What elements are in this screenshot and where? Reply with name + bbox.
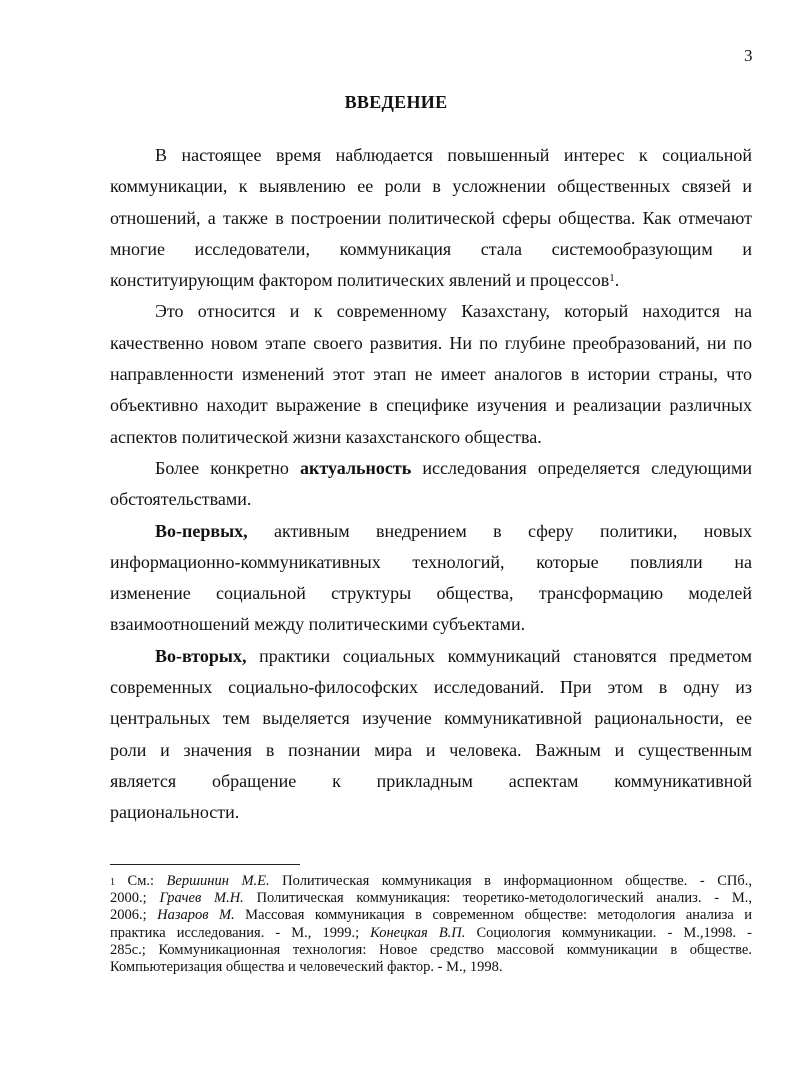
text-line (110, 797, 752, 828)
text-run: коммуникации, к выявлению ее роли в усложнении общественных связей и (110, 176, 752, 197)
footnote-line (110, 890, 752, 907)
bold-term: Во-вторых, (155, 645, 247, 666)
text-run: объективно находит выражение в специфике изучения и реализации различных (110, 395, 752, 416)
text-run: исследования определяется следующими (411, 457, 752, 478)
footnote-separator (110, 864, 300, 865)
footnote-marker: 1 (110, 877, 115, 888)
footnote-line (110, 907, 752, 924)
text-line (110, 265, 752, 296)
text-line (110, 703, 752, 734)
text-line (110, 359, 752, 390)
text-run: Социология коммуникации. - М.,1998. - (465, 924, 752, 941)
text-line (110, 203, 752, 234)
text-line (110, 422, 752, 453)
text-line (110, 484, 752, 515)
text-run: практика исследования. - М., 1999.; (110, 924, 371, 941)
text-run: информационно-коммуникативных технологий, которые повлияли на (110, 551, 752, 572)
author-name: Грачев М.Н. (159, 890, 244, 907)
text-line (110, 328, 752, 359)
text-run: 2006.; (110, 907, 158, 924)
text-run: аспектов политической жизни казахстанского общества. (110, 426, 542, 447)
text-run: Политическая коммуникация: теоретико-методологический анализ. - М., (243, 890, 752, 907)
footnote-line (110, 925, 752, 942)
text-run: многие исследователи, коммуникация стала системообразующим и (110, 238, 752, 259)
text-line (110, 140, 752, 171)
text-run: Это относится и к современному Казахстану, который находится на (155, 301, 752, 322)
text-run: . (614, 270, 620, 291)
text-run: 2000.; (110, 890, 160, 907)
footnote-line (110, 942, 752, 959)
text-run: В настоящее время наблюдается повышенный интерес к социальной (155, 145, 752, 165)
text-run: является обращение к прикладным аспектам коммуникативной (110, 770, 752, 791)
text-line (110, 641, 752, 672)
page-title: ВВЕДЕНИЕ (344, 92, 448, 112)
text-run: современных социально-философских исследований. При этом в одну из (110, 677, 752, 698)
footnote-reference: 1 (609, 272, 615, 285)
body-text (110, 140, 752, 829)
author-name: Назаров М. (157, 907, 235, 924)
text-run: Массовая коммуникация в современном обществе: методология анализа и (234, 907, 752, 924)
bold-term: Во-первых, (155, 520, 248, 541)
bold-term: актуальность (300, 457, 412, 478)
text-line (110, 453, 752, 484)
text-run: Компьютеризация общества и человеческий фактор. - М., 1998. (110, 958, 503, 975)
text-line (110, 516, 752, 547)
footnote-line (110, 959, 752, 976)
text-run: конституирующим фактором политических явлений и процессов (110, 270, 610, 291)
text-run: рациональности. (110, 802, 240, 823)
author-name: Конецкая В.П. (370, 924, 466, 941)
text-run: Более конкретно (155, 457, 301, 478)
text-run: качественно новом этапе своего развития. Ни по глубине преобразований, ни по (110, 332, 752, 353)
text-line (110, 171, 752, 202)
text-run: Политическая коммуникация в информационном обществе. - СПб., (269, 873, 752, 889)
footnote-line (110, 873, 752, 890)
text-run: активным внедрением в сферу политики, новых (247, 520, 752, 541)
text-line (110, 234, 752, 265)
text-line (110, 672, 752, 703)
text-line (110, 766, 752, 797)
text-run: роли и значения в познании мира и человека. Важным и существенным (110, 739, 752, 760)
text-line (110, 609, 752, 640)
author-name: Вершинин М.Е. (166, 873, 270, 889)
text-run: практики социальных коммуникаций становятся предметом (246, 645, 752, 666)
text-line (110, 735, 752, 766)
text-line (110, 547, 752, 578)
text-run: центральных тем выделяется изучение коммуникативной рациональности, ее (110, 708, 752, 729)
text-run: См.: (115, 873, 167, 889)
footnote (110, 873, 752, 976)
text-run: 285с.; Коммуникационная технология: Новое средство массовой коммуникации в обществе. (110, 941, 752, 958)
text-run: отношений, а также в построении политической сферы общества. Как отмечают (110, 207, 752, 228)
text-run: обстоятельствами. (110, 489, 252, 510)
text-run: направленности изменений этот этап не имеет аналогов в истории страны, что (110, 364, 752, 385)
text-line (110, 296, 752, 327)
text-run: изменение социальной структуры общества, трансформацию моделей (110, 583, 752, 604)
text-run: взаимоотношений между политическими субъектами. (110, 614, 526, 635)
text-line (110, 390, 752, 421)
text-line (110, 578, 752, 609)
page-number: 3 (744, 46, 753, 65)
